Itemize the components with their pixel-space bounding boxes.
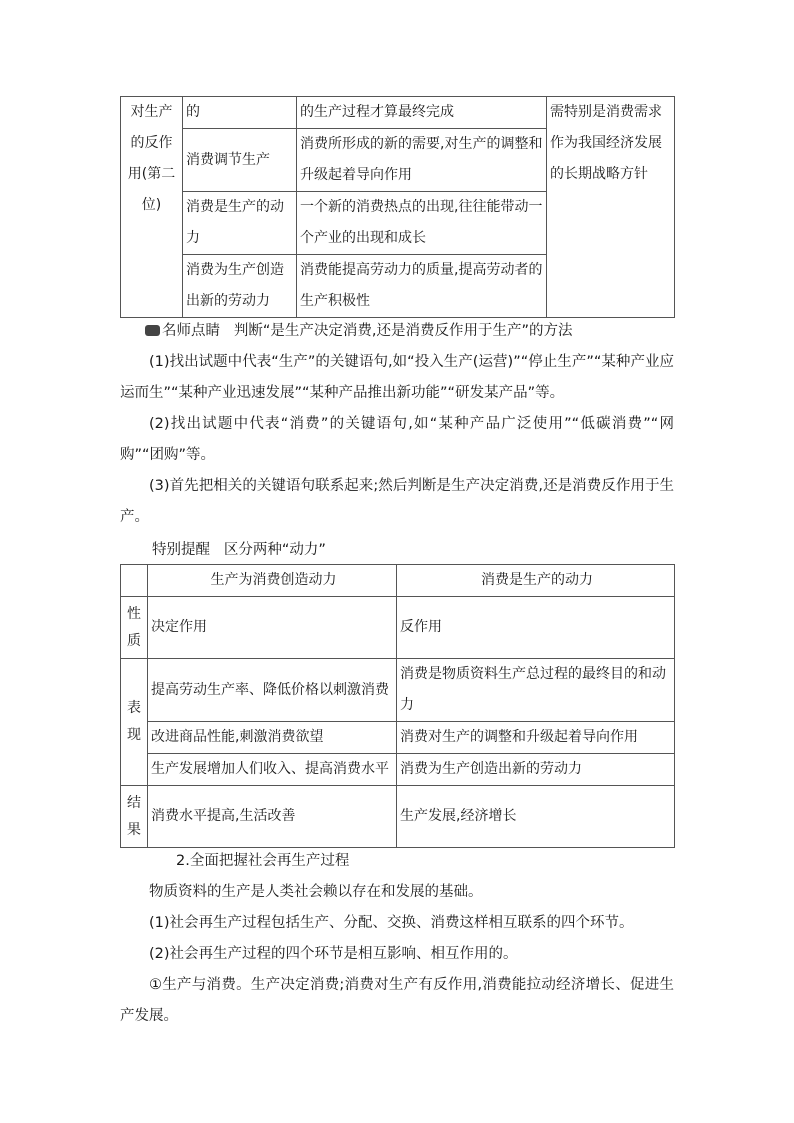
table-cell: 消费是物质资料生产总过程的最终目的和动力 bbox=[397, 659, 675, 722]
table-cell: 的 bbox=[183, 97, 297, 129]
table-cell: 消费调节生产 bbox=[183, 129, 297, 192]
table-cell: 一个新的消费热点的出现,往往能带动一个产业的出现和成长 bbox=[297, 192, 547, 255]
table-cell: 生产发展,经济增长 bbox=[397, 786, 675, 848]
section-paragraph: ①生产与消费。生产决定消费;消费对生产有反作用,消费能拉动经济增长、促进生产发展。 bbox=[120, 977, 674, 1024]
tip-badge-icon bbox=[145, 325, 160, 336]
table-cell: 消费水平提高,生活改善 bbox=[148, 786, 397, 848]
table-cell: 反作用 bbox=[397, 597, 675, 659]
table-cell: 的生产过程才算最终完成 bbox=[297, 97, 547, 129]
table-header-cell bbox=[121, 565, 148, 597]
table-cell: 提高劳动生产率、降低价格以刺激消费 bbox=[148, 659, 397, 722]
table-cell: 消费是生产的动力 bbox=[183, 192, 297, 255]
tip-label: 名师点睛 bbox=[162, 323, 220, 339]
row-label-result: 结果 bbox=[121, 786, 148, 848]
table-cell: 消费为生产创造出新的劳动力 bbox=[183, 255, 297, 318]
table-cell: 消费能提高劳动力的质量,提高劳动者的生产积极性 bbox=[297, 255, 547, 318]
tip-item-3: (3)首先把相关的关键语句联系起来;然后判断是生产决定消费,还是消费反作用于生产。 bbox=[120, 478, 674, 525]
table-cell: 需特别是消费需求作为我国经济发展的长期战略方针 bbox=[547, 97, 675, 318]
section-paragraph: (2)社会再生产过程的四个环节是相互影响、相互作用的。 bbox=[149, 946, 518, 962]
table-header-cell: 生产为消费创造动力 bbox=[148, 565, 397, 597]
table-cell: 消费为生产创造出新的劳动力 bbox=[397, 754, 675, 786]
tip-item-2: (2)找出试题中代表“消费”的关键语句,如“某种产品广泛使用”“低碳消费”“网购”“团购”等。 bbox=[120, 416, 674, 463]
table-cell: 决定作用 bbox=[148, 597, 397, 659]
production-consumption-table bbox=[120, 96, 675, 318]
reminder-title: 区分两种“动力” bbox=[223, 542, 326, 558]
tip-title: 判断“是生产决定消费,还是消费反作用于生产”的方法 bbox=[233, 323, 573, 339]
table-cell: 消费所形成的新的需要,对生产的调整和升级起着导向作用 bbox=[297, 129, 547, 192]
row-label-performance: 表现 bbox=[121, 659, 148, 786]
section-paragraph: (1)社会再生产过程包括生产、分配、交换、消费这样相互联系的四个环节。 bbox=[149, 915, 634, 931]
reminder-heading bbox=[152, 535, 326, 566]
reminder-label: 特别提醒 bbox=[152, 542, 210, 558]
section-paragraph: 物质资料的生产是人类社会赖以存在和发展的基础。 bbox=[149, 884, 483, 900]
two-drivers-table bbox=[120, 564, 675, 848]
reaction-label: 对生产的反作用(第二位) bbox=[127, 104, 176, 213]
tip-item-1: (1)找出试题中代表“生产”的关键语句,如“投入生产(运营)”“停止生产”“某种产业应运而生”“某种产业迅速发展”“某种产品推出新功能”“研发某产品”等。 bbox=[120, 354, 674, 401]
table-cell: 改进商品性能,刺激消费欲望 bbox=[148, 722, 397, 754]
table-cell: 生产发展增加人们收入、提高消费水平 bbox=[148, 754, 397, 786]
table-header-cell: 消费是生产的动力 bbox=[397, 565, 675, 597]
table-cell: 消费对生产的调整和升级起着导向作用 bbox=[397, 722, 675, 754]
section-heading: 2.全面把握社会再生产过程 bbox=[176, 853, 350, 869]
tip-heading bbox=[145, 316, 572, 347]
row-label-nature: 性质 bbox=[121, 597, 148, 659]
reaction-label-cell bbox=[121, 97, 183, 318]
